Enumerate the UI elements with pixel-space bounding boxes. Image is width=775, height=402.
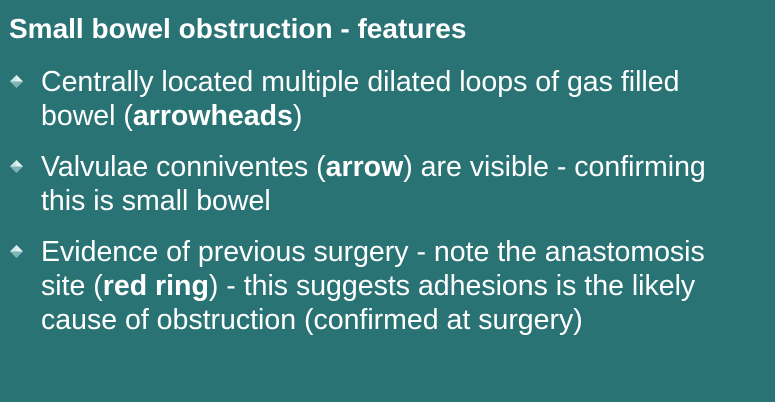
bullet-bold-term: red ring: [102, 270, 209, 302]
bullet-item: [0, 150, 741, 218]
bullet-text: Evidence of previous surgery - note the anastomosis site (: [41, 236, 705, 302]
bullet-text: ) - this suggests adhesions is the likely cause of obstruction (confirmed at surgery): [41, 270, 696, 336]
diamond-bullet-icon: [10, 75, 23, 88]
bullet-bold-term: arrow: [325, 151, 404, 183]
slide-title: Small bowel obstruction - features: [9, 13, 467, 44]
bullet-list: [0, 65, 775, 354]
diamond-bullet-icon: [10, 245, 23, 258]
diamond-bullet-icon: [10, 160, 23, 173]
bullet-text: Valvulae conniventes (: [41, 151, 326, 183]
bullet-item: [0, 65, 741, 133]
bullet-text: ): [292, 100, 303, 132]
bullet-text: Centrally located multiple dilated loops of gas filled bowel (: [41, 66, 680, 132]
bullet-item: [0, 235, 741, 337]
bullet-text: ) are visible - confirming this is small bowel: [41, 151, 706, 217]
bullet-bold-term: arrowheads: [132, 100, 293, 132]
